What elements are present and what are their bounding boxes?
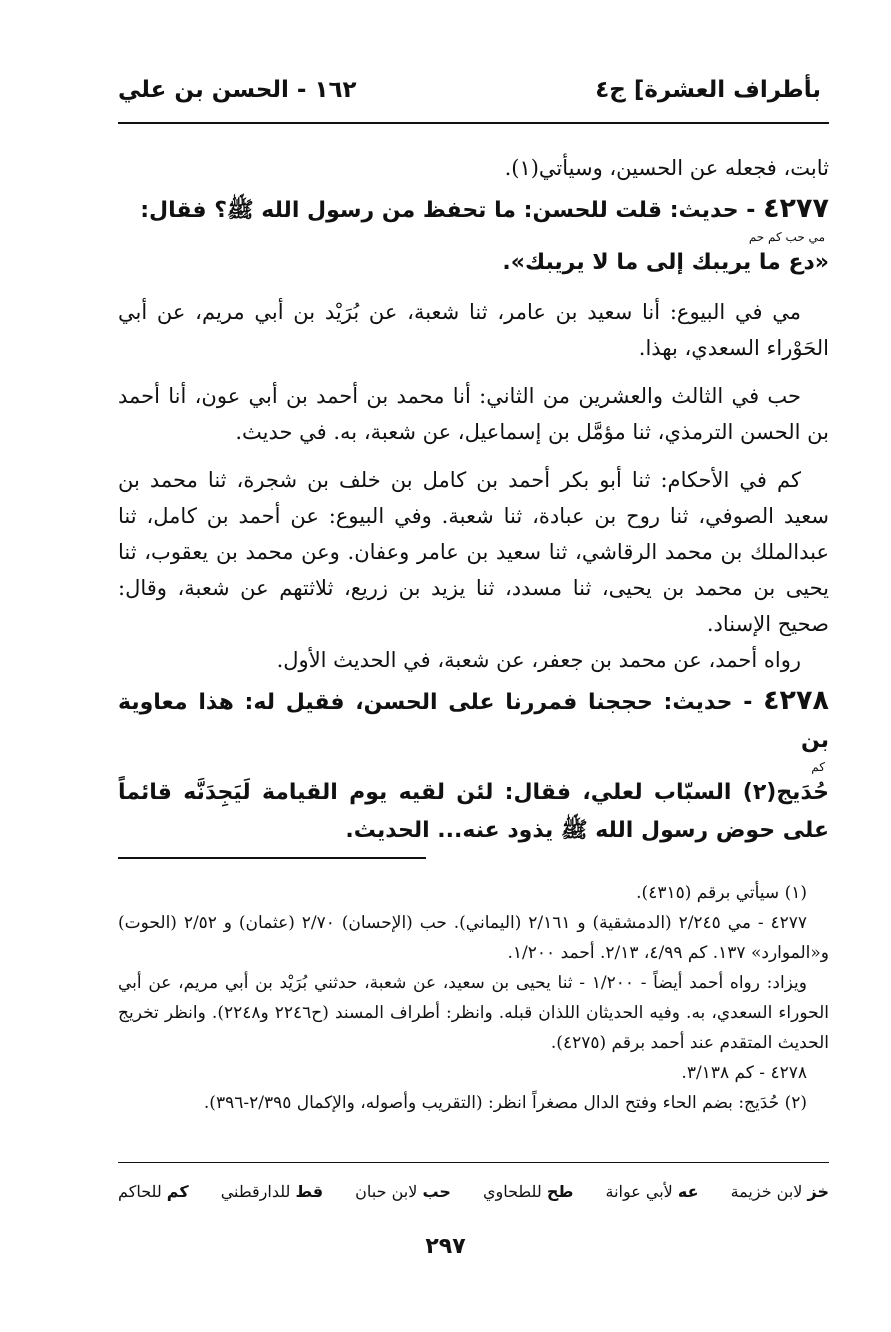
abbreviation-item: قط للدارقطني: [220, 1182, 324, 1201]
book-title: بأطراف العشرة] ج٤: [595, 77, 821, 103]
section-title: ١٦٢ - الحسن بن علي: [118, 77, 357, 103]
hadith-heading: - حديث: قلت للحسن: ما تحفظ من رسول الله ﷺ؟ فقال:: [140, 198, 764, 223]
footnote: ويزاد: رواه أحمد أيضاً - ١/٢٠٠ - ثنا يحيى بن سعيد، عن شعبة، حدثني بُرَيْد بن أبي مريم، عن أبي الحوراء السعدي، به. وفيه الحديثان اللذان قبله. وانظر: أطراف المسند (ح٢٢٤٦ و٢٢٤٨). وانظر تخريج الحديث المتقدم عند أحمد برقم (٤٢٧٥).: [118, 973, 829, 1053]
header-rule: [118, 122, 829, 124]
abbreviation-item: خز لابن خزيمة: [730, 1182, 829, 1201]
footnote: ٤٢٧٧ - مي ٢/٢٤٥ (الدمشقية) و ٢/١٦١ (اليماني). حب (الإحسان) ٢/٧٠ (عثمان) و ٢/٥٢ (الحوت) و«الموارد» ١٣٧. كم ٤/٩٩، ٢/١٣. أحمد ١/٢٠٠.: [118, 913, 829, 963]
hadith-4277: [118, 190, 829, 230]
source-sigla: كم: [811, 760, 825, 774]
footnote: (٢) حُدَيج: بضم الحاء وفتح الدال مصغراً انظر: (التقريب وأصوله، والإكمال ٢/٣٩٥-٣٩٦).: [203, 1093, 807, 1113]
hadith-number: ٤٢٧٧: [763, 193, 829, 224]
paragraph-hb: حب في الثالث والعشرين من الثاني: أنا محمد بن أحمد بن أبي عون، أنا أحمد بن الحسن الترمذي، ثنا مؤمَّل بن إسماعيل، عن شعبة، به. في حديث.: [118, 384, 829, 444]
hadith-number: ٤٢٧٨: [763, 685, 829, 716]
abbreviation-item: كم للحاكم: [118, 1182, 189, 1201]
footnote: ٤٢٧٨ - كم ٣/١٣٨.: [681, 1063, 807, 1083]
paragraph-mi: مي في البيوع: أنا سعيد بن عامر، ثنا شعبة، عن بُرَيْد بن أبي مريم، عن أبي الحَوْراء السعدي، بهذا.: [118, 300, 829, 360]
footnotes: [118, 878, 829, 1118]
abbreviation-item: حب لابن حبان: [355, 1182, 451, 1201]
paragraph-ahmad: رواه أحمد، عن محمد بن جعفر، عن شعبة، في الحديث الأول.: [276, 648, 801, 672]
hadith-continuation: حُدَيج(٢) السبّاب لعلي، فقال: لئن لقيه يوم القيامة لَيَجِدَنَّه قائماً على حوض رسول الله ﷺ يذود عنه... الحديث.: [118, 780, 829, 843]
source-sigla: مي حب كم حم: [748, 230, 825, 244]
paragraph-km: كم في الأحكام: ثنا أبو بكر أحمد بن كامل بن خلف بن شجرة، ثنا محمد بن سعيد الصوفي، ثنا روح بن عبادة، ثنا شعبة. وفي البيوع: عن أحمد بن كامل، ثنا عبدالملك بن محمد الرقاشي، ثنا سعيد بن عامر وعفان. وعن محمد بن يعقوب، ثنا يحيى بن محمد بن يحيى، ثنا مسدد، ثنا يزيد بن زريع، ثلاثتهم عن شعبة، وقال: صحيح الإسناد.: [118, 468, 829, 636]
paragraph-continuation: ثابت، فجعله عن الحسين، وسيأتي(١).: [504, 156, 829, 180]
running-header: [118, 70, 821, 110]
hadith-matn: «دع ما يريبك إلى ما لا يريبك».: [502, 250, 829, 275]
abbreviations-rule: [118, 1162, 829, 1163]
abbreviation-item: طح للطحاوي: [482, 1182, 574, 1201]
abbreviations-key: [118, 1178, 829, 1206]
footnote: (١) سيأتي برقم (٤٣١٥).: [636, 883, 807, 903]
hadith-4278: [118, 682, 829, 760]
hadith-heading: - حديث: حججنا فمررنا على الحسن، فقيل له: هذا معاوية بن: [118, 690, 829, 753]
abbreviation-item: عه لأبي عوانة: [605, 1182, 699, 1201]
main-text: [118, 150, 829, 850]
footnote-rule: [118, 857, 426, 859]
page-number: ٢٩٧: [425, 1234, 466, 1259]
